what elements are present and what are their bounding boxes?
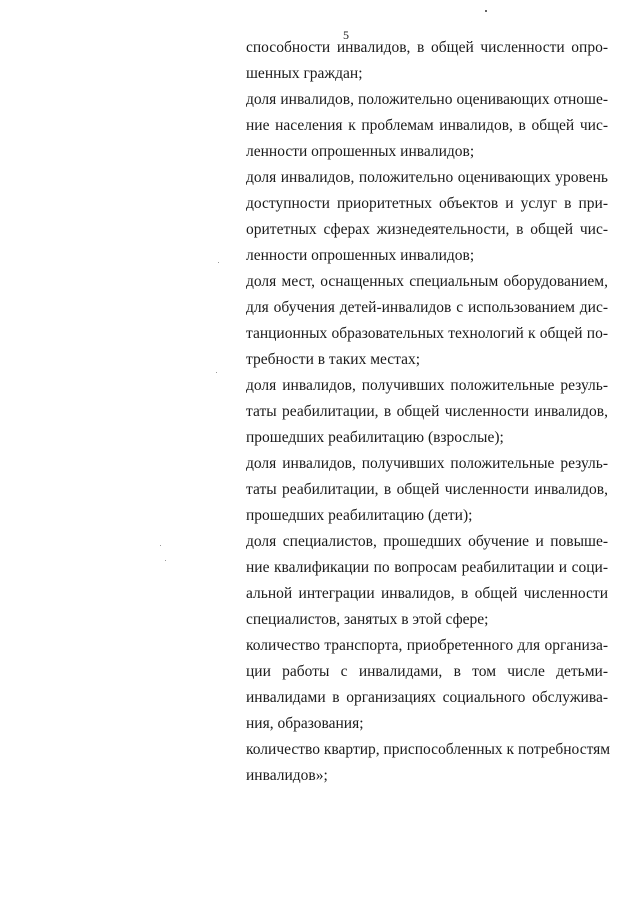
- text-line: доля инвалидов, положительно оценивающих отноше-: [246, 91, 608, 108]
- paragraph: [246, 737, 611, 789]
- scan-speck: [160, 545, 161, 546]
- text-line: инвалидами в организациях социального обслужива-: [246, 689, 608, 706]
- text-line: альной интеграции инвалидов, в общей численности: [246, 585, 608, 602]
- text-line: доля специалистов, прошедших обучение и повыше-: [246, 533, 608, 550]
- scan-speck: [216, 372, 217, 373]
- text-line: таты реабилитации, в общей численности инвалидов,: [246, 481, 608, 498]
- paragraph: [246, 451, 608, 529]
- paragraph: [246, 87, 608, 165]
- scan-dot: [485, 10, 487, 12]
- text-line: доля инвалидов, получивших положительные резуль-: [246, 377, 608, 394]
- paragraph: [246, 35, 608, 87]
- text-line: количество квартир, приспособленных к потребностям: [246, 741, 611, 758]
- text-line: доля инвалидов, получивших положительные резуль-: [246, 455, 608, 472]
- text-line: инвалидов»;: [246, 767, 328, 784]
- text-line: ния, образования;: [246, 715, 364, 732]
- text-line: ние населения к проблемам инвалидов, в общей чис-: [246, 117, 608, 134]
- paragraph: [246, 269, 608, 373]
- text-line: прошедших реабилитацию (дети);: [246, 507, 473, 524]
- text-line: для обучения детей-инвалидов с использованием дис-: [246, 299, 608, 316]
- text-line: танционных образовательных технологий к общей по-: [246, 325, 608, 342]
- text-line: доля мест, оснащенных специальным оборудованием,: [246, 273, 608, 290]
- paragraph: [246, 165, 608, 269]
- text-line: требности в таких местах;: [246, 351, 421, 368]
- text-line: ции работы с инвалидами, в том числе детьми-: [246, 663, 608, 680]
- document-body: [246, 35, 611, 789]
- paragraph: [246, 633, 608, 737]
- paragraph: [246, 373, 608, 451]
- text-line: ленности опрошенных инвалидов;: [246, 247, 475, 264]
- text-line: количество транспорта, приобретенного для организа-: [246, 637, 608, 654]
- scan-speck: [165, 560, 166, 561]
- text-line: доля инвалидов, положительно оценивающих уровень: [246, 169, 608, 186]
- page-number: 5: [343, 28, 349, 42]
- text-line: специалистов, занятых в этой сфере;: [246, 611, 489, 628]
- text-line: способности инвалидов, в общей численности опро-: [246, 39, 608, 56]
- text-line: таты реабилитации, в общей численности инвалидов,: [246, 403, 608, 420]
- text-line: доступности приоритетных объектов и услуг в при-: [246, 195, 608, 212]
- text-line: ние квалификации по вопросам реабилитации и соци-: [246, 559, 608, 576]
- scan-speck: [218, 262, 219, 263]
- text-line: прошедших реабилитацию (взрослые);: [246, 429, 504, 446]
- text-line: шенных граждан;: [246, 65, 363, 82]
- text-line: оритетных сферах жизнедеятельности, в общей чис-: [246, 221, 608, 238]
- paragraph: [246, 529, 608, 633]
- text-line: ленности опрошенных инвалидов;: [246, 143, 475, 160]
